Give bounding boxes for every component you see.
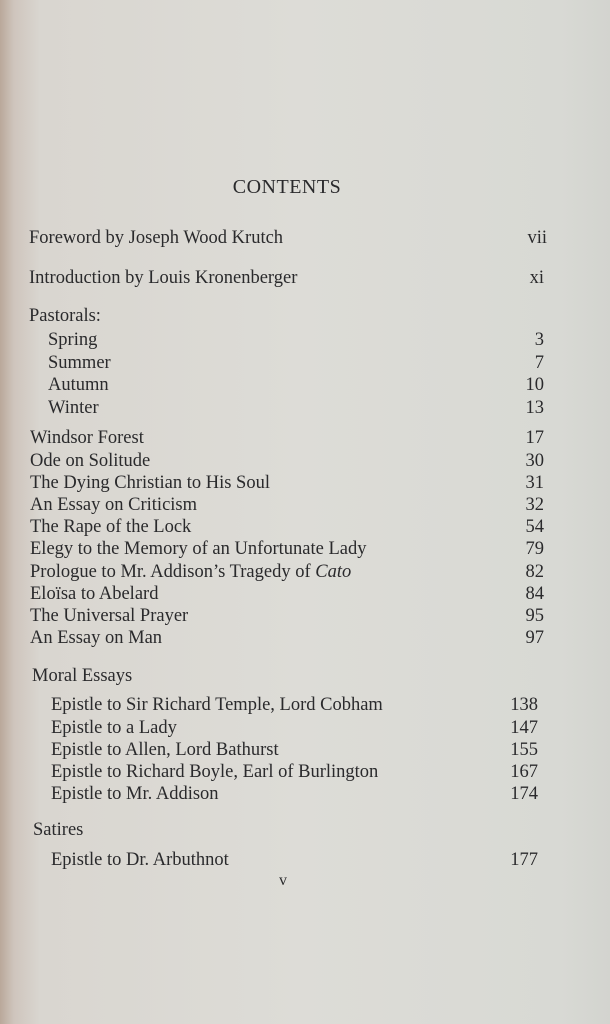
toc-entry-title: Autumn — [48, 375, 109, 395]
toc-entry-universal-prayer — [0, 604, 610, 628]
toc-entry-page: 7 — [534, 353, 544, 373]
toc-entry-page: 97 — [525, 628, 544, 648]
toc-entry-introduction — [0, 266, 610, 290]
toc-entry-page: 79 — [525, 539, 544, 559]
toc-entry-winter — [0, 396, 610, 420]
toc-entry-page: 174 — [510, 784, 538, 804]
toc-entry-title: Introduction by Louis Kronenberger — [29, 268, 298, 288]
toc-entry-page: 13 — [525, 398, 544, 418]
toc-entry-title: Spring — [48, 330, 98, 350]
toc-section-title: Pastorals: — [29, 306, 101, 326]
toc-entry-ode-on-solitude — [0, 449, 610, 473]
toc-entry-title-roman: Prologue to Mr. Addison’s Tragedy of — [30, 562, 311, 582]
toc-entry-title: Windsor Forest — [30, 428, 144, 448]
toc-entry-epistle-lady — [0, 716, 610, 740]
page-folio: v — [279, 872, 287, 889]
toc-entry-title: Epistle to Mr. Addison — [51, 784, 219, 804]
toc-entry-epistle-cobham — [0, 693, 610, 717]
toc-entry-title: Epistle to Dr. Arbuthnot — [51, 850, 229, 870]
toc-entry-page: 32 — [525, 495, 544, 515]
toc-entry-epistle-arbuthnot — [0, 848, 610, 872]
toc-entry-page: 3 — [534, 330, 544, 350]
toc-entry-page: xi — [529, 268, 544, 288]
toc-section-title: Satires — [33, 820, 84, 840]
toc-entry-spring — [0, 328, 610, 352]
toc-entry-page: 10 — [525, 375, 544, 395]
toc-entry-page: 167 — [510, 762, 538, 782]
toc-entry-title: Eloïsa to Abelard — [30, 584, 159, 604]
toc-entry-title: Epistle to Sir Richard Temple, Lord Cobham — [51, 695, 383, 715]
toc-entry-foreword — [0, 226, 610, 250]
toc-entry-page: 95 — [525, 606, 544, 626]
toc-entry-title: Ode on Solitude — [30, 451, 151, 471]
contents-heading: CONTENTS — [232, 176, 342, 198]
toc-entry-epistle-bathurst — [0, 738, 610, 762]
toc-entry-title-italic: Cato — [315, 562, 352, 582]
toc-entry-page: 82 — [525, 562, 544, 582]
toc-entry-eloisa — [0, 582, 610, 606]
toc-section-satires — [0, 818, 610, 842]
toc-entry-title: An Essay on Criticism — [30, 495, 198, 515]
toc-section-title: Moral Essays — [32, 666, 133, 686]
toc-entry-prologue — [0, 560, 610, 584]
toc-entry-essay-on-man — [0, 626, 610, 650]
toc-entry-title: An Essay on Man — [30, 628, 163, 648]
toc-entry-title: The Dying Christian to His Soul — [30, 473, 270, 493]
toc-entry-title: Epistle to Richard Boyle, Earl of Burlington — [51, 762, 379, 782]
toc-entry-summer — [0, 351, 610, 375]
toc-entry-page: 177 — [510, 850, 538, 870]
toc-entry-page: vii — [527, 228, 547, 248]
toc-entry-title: The Rape of the Lock — [30, 517, 192, 537]
toc-entry-page: 138 — [510, 695, 538, 715]
toc-entry-rape-of-the-lock — [0, 515, 610, 539]
toc-entry-elegy — [0, 537, 610, 561]
toc-section-pastorals — [0, 304, 610, 328]
toc-entry-page: 54 — [525, 517, 544, 537]
toc-entry-essay-on-criticism — [0, 493, 610, 517]
toc-entry-epistle-burlington — [0, 760, 610, 784]
toc-entry-page: 31 — [525, 473, 544, 493]
toc-entry-windsor-forest — [0, 426, 610, 450]
toc-section-moral-essays — [0, 664, 610, 688]
toc-entry-autumn — [0, 373, 610, 397]
toc-entry-title — [30, 560, 351, 584]
toc-entry-title: The Universal Prayer — [30, 606, 189, 626]
toc-entry-title: Epistle to a Lady — [51, 718, 177, 738]
toc-entry-page: 30 — [525, 451, 544, 471]
toc-entry-title: Summer — [48, 353, 111, 373]
toc-entry-title: Epistle to Allen, Lord Bathurst — [51, 740, 279, 760]
toc-entry-dying-christian — [0, 471, 610, 495]
toc-entry-title: Foreword by Joseph Wood Krutch — [29, 228, 284, 248]
toc-entry-epistle-addison — [0, 782, 610, 806]
toc-entry-page: 147 — [510, 718, 538, 738]
toc-entry-title: Winter — [48, 398, 99, 418]
toc-entry-page: 84 — [525, 584, 544, 604]
toc-entry-page: 155 — [510, 740, 538, 760]
toc-entry-page: 17 — [525, 428, 544, 448]
toc-entry-title: Elegy to the Memory of an Unfortunate Lady — [30, 539, 367, 559]
